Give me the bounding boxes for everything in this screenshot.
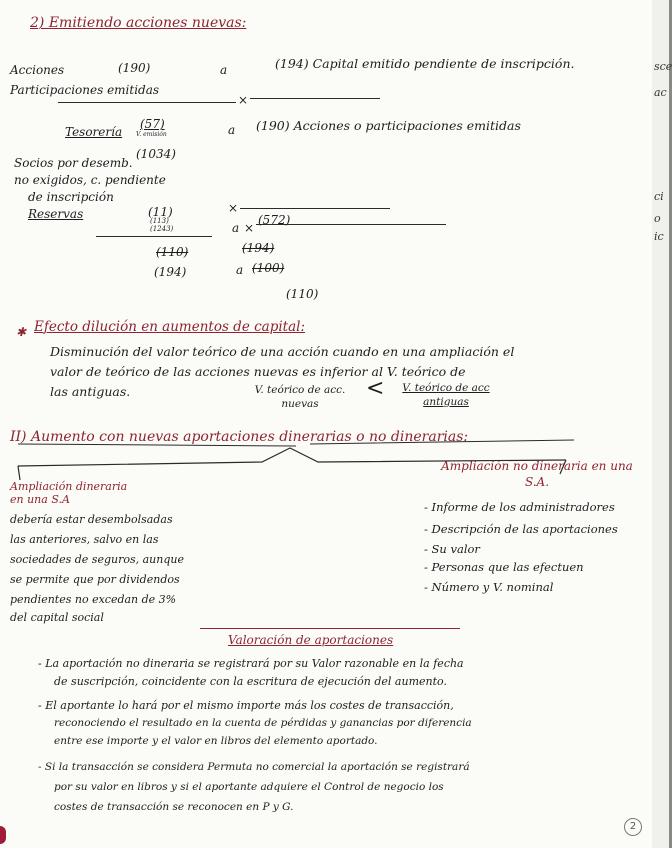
journal-code-194: (194) (154, 265, 187, 279)
dilution-line-2: valor de teórico de las acciones nuevas es inferior al V. teórico de (50, 364, 466, 379)
page-number: 2 (624, 818, 642, 836)
valuation-p1-line2: de suscripción, coincidente con la escritura de ejecución del aumento. (54, 675, 447, 688)
journal-code-1243: (1243) (150, 225, 174, 233)
margin-note: ic (654, 230, 664, 243)
bullet-mark: ✱ (16, 325, 27, 339)
margin-note: sce (654, 60, 672, 73)
journal-a-4: a (236, 263, 244, 277)
journal-no-exigidos: no exigidos, c. pendiente (14, 173, 166, 187)
dilution-line-1: Disminución del valor teórico de una acción cuando en una ampliación el (50, 344, 515, 359)
journal-a-3: a (232, 221, 240, 235)
left-col-line: debería estar desembolsadas (10, 513, 173, 526)
journal-code-110-struck: (110) (156, 245, 189, 259)
brace-right-arrow (560, 460, 566, 474)
journal-tesoreria-code: (57) (140, 117, 165, 131)
valuation-p3-line1: - Si la transacción se considera Permuta no comercial la aportación se registrará (38, 761, 470, 773)
brace-left-arrow (18, 466, 20, 480)
less-than-sign: < (366, 376, 385, 401)
dilution-title: Efecto dilución en aumentos de capital: (34, 319, 306, 335)
page-heading: 2) Emitiendo acciones nuevas: (30, 15, 247, 31)
section-underline (18, 440, 574, 446)
valuation-p3-line3: costes de transacción se reconocen en P y G. (54, 801, 294, 813)
journal-participaciones: Participaciones emitidas (10, 83, 160, 97)
journal-code-110: (110) (286, 287, 319, 301)
left-col-title: Ampliación dineraria en una S.A (10, 480, 128, 507)
valuation-p3-line2: por su valor en libros y si el aportante adquiere el Control de negocio los (54, 781, 444, 793)
journal-a-2: a (228, 123, 236, 137)
right-col-item: - Personas que las efectuen (424, 560, 584, 574)
journal-reservas: Reservas (28, 207, 84, 221)
journal-acciones-code: (190) (118, 61, 151, 75)
left-col-line: se permite que por dividendos (10, 573, 180, 586)
journal-a-1: a (220, 63, 228, 77)
vt-acciones-antiguas: V. teórico de acc antiguas (402, 382, 490, 408)
margin-note: ci (654, 190, 664, 203)
journal-capital-emitido: (194) Capital emitido pendiente de inscripción. (275, 56, 575, 71)
left-col-line: sociedades de seguros, aunque (10, 553, 184, 566)
margin-note: o (654, 212, 661, 225)
right-col-item: - Su valor (424, 542, 480, 556)
brace-stroke (18, 448, 566, 466)
valuation-p1-line1: - La aportación no dineraria se registrará por su Valor razonable en la fecha (38, 657, 464, 670)
journal-socios: Socios por desemb. (14, 156, 133, 170)
left-col-line: pendientes no excedan de 3% (10, 593, 177, 606)
adjacent-page-edge (652, 0, 672, 848)
journal-code-100-struck: (100) (252, 261, 285, 275)
right-col-item: - Número y V. nominal (424, 580, 554, 594)
journal-acciones: Acciones (10, 63, 65, 77)
journal-code-113: (113) (150, 217, 169, 225)
journal-x-1: × (238, 93, 249, 107)
section-2-title: II) Aumento con nuevas aportaciones dinerarias o no dinerarias: (10, 429, 469, 445)
journal-tesoreria-572: (572) (258, 213, 291, 227)
journal-x-2: × (228, 201, 239, 215)
journal-de-inscripcion: de inscripción (28, 190, 114, 204)
valuation-p2-line3: entre ese importe y el valor en libros del elemento aportado. (54, 735, 378, 747)
journal-reservas-code: (11) (148, 205, 173, 219)
left-col-line: las anteriores, salvo en las (10, 533, 159, 546)
journal-v-emision: V. emisión (136, 131, 167, 138)
vt-acciones-nuevas: V. teórico de acc. nuevas (254, 384, 346, 410)
journal-socios-code: (1034) (136, 147, 176, 161)
journal-tesoreria: Tesorería (65, 125, 123, 139)
valuation-title: Valoración de aportaciones (228, 633, 394, 647)
journal-code-194-struck: (194) (242, 241, 275, 255)
right-col-item: - Descripción de las aportaciones (424, 522, 618, 536)
journal-acciones-emitidas: (190) Acciones o participaciones emitidas (256, 118, 521, 133)
valuation-p2-line1: - El aportante lo hará por el mismo importe más los costes de transacción, (38, 699, 454, 712)
right-col-item: - Informe de los administradores (424, 500, 615, 514)
dilution-line-3: las antiguas. (50, 384, 131, 399)
left-col-line: del capital social (10, 611, 104, 624)
margin-note: ac (654, 86, 667, 99)
right-col-title: Ampliación no dineraria en una S.A. (441, 459, 633, 490)
valuation-p2-line2: reconociendo el resultado en la cuenta de pérdidas y ganancias por diferencia (54, 717, 472, 729)
journal-x-3: × (244, 221, 255, 235)
